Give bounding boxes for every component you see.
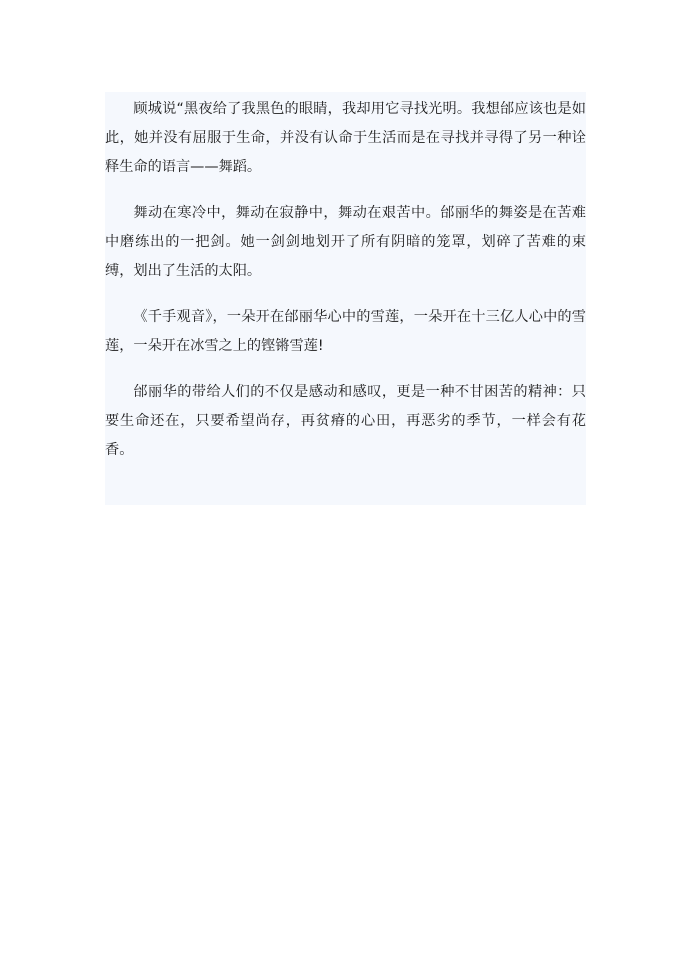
paragraph-2: 舞动在寒冷中，舞动在寂静中，舞动在艰苦中。邰丽华的舞姿是在苦难中磨练出的一把剑。她一剑剑地划开了所有阴暗的笼罩，划碎了苦难的束缚，划出了生活的太阳。 (105, 205, 586, 279)
paragraph-1: 顾城说“黑夜给了我黑色的眼睛，我却用它寻找光明。我想邰应该也是如此，她并没有屈服于生命，并没有认命于生活而是在寻找并寻得了另一种诠释生命的语言——舞蹈。 (105, 101, 586, 175)
paragraph-4: 邰丽华的带给人们的不仅是感动和感叹，更是一种不甘困苦的精神：只要生命还在，只要希望尚存，再贫瘠的心田，再恶劣的季节，一样会有花香。 (105, 384, 586, 458)
text-block (105, 92, 586, 505)
paragraph-3: 《千手观音》，一朵开在邰丽华心中的雪莲，一朵开在十三亿人心中的雪莲，一朵开在冰雪之上的铿锵雪莲! (105, 309, 586, 354)
